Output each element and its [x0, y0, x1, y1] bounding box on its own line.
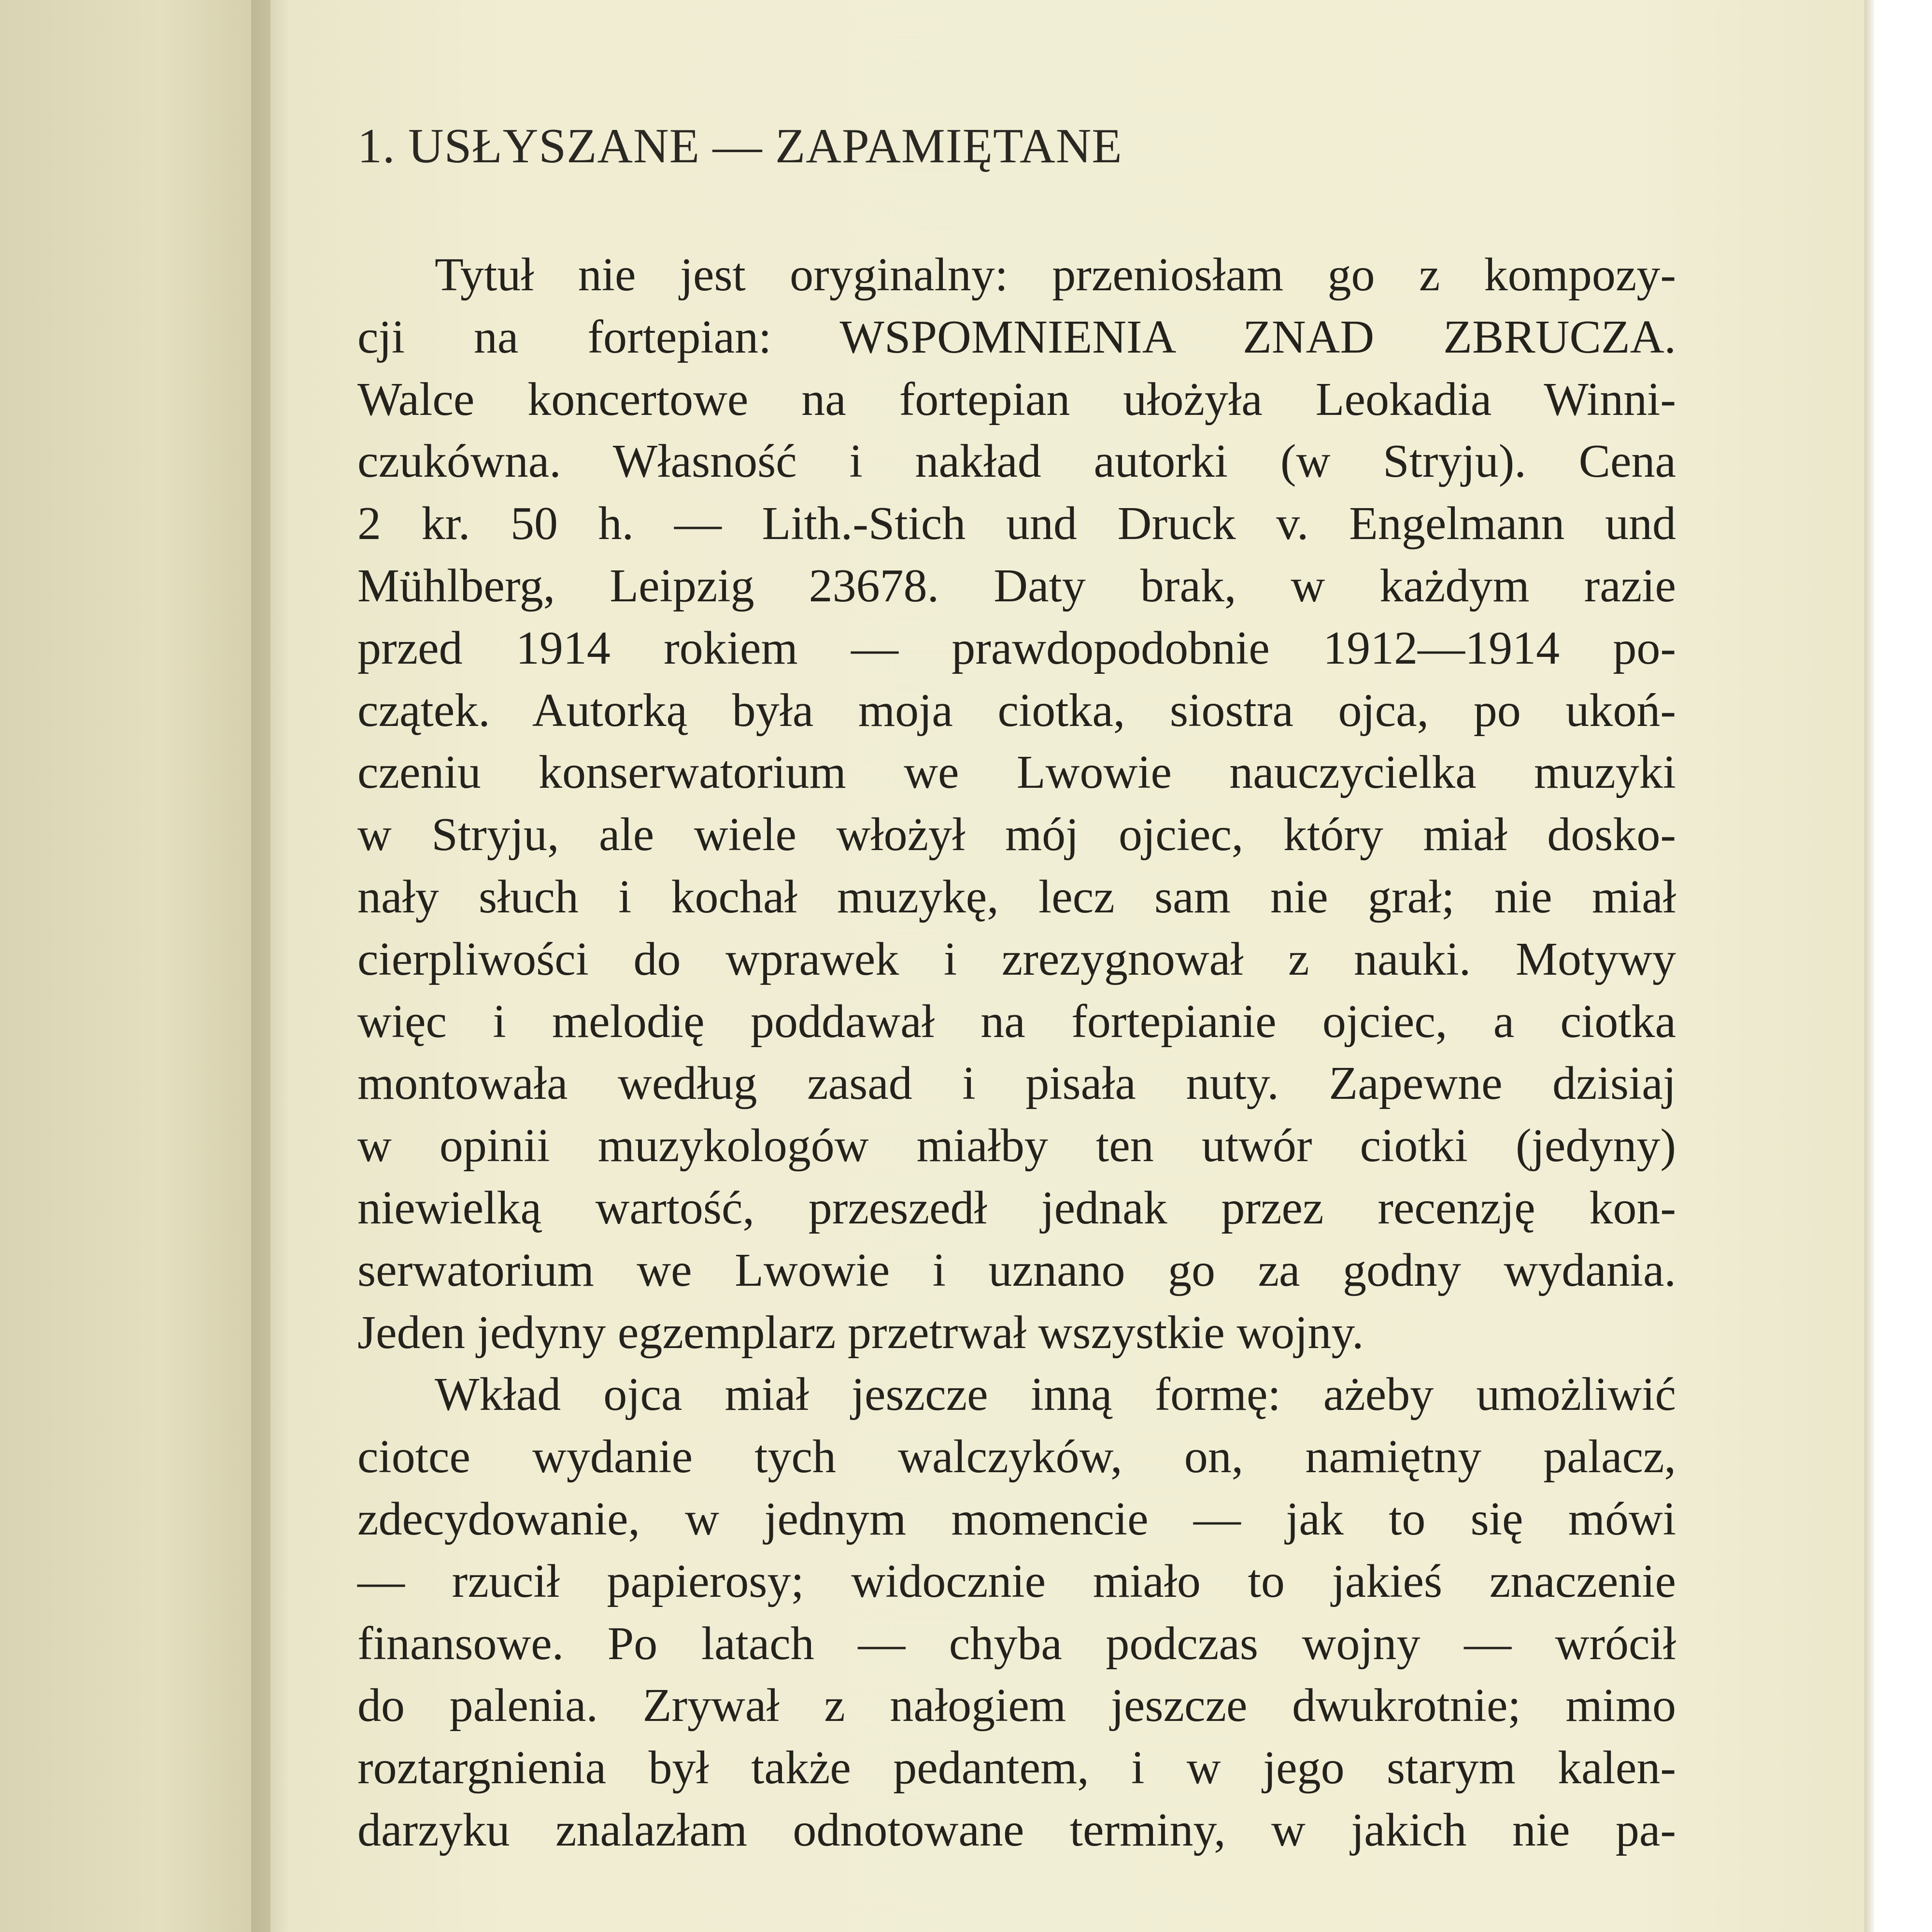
text-line: więc i melodię poddawał na fortepianie ojciec, a ciotka — [357, 995, 1676, 1048]
text-line: Mühlberg, Leipzig 23678. Daty brak, w każdym razie — [357, 559, 1676, 612]
text-line: przed 1914 rokiem — prawdopodobnie 1912—1914 po- — [357, 622, 1676, 674]
left-page — [0, 0, 270, 1932]
book-gutter-shadow — [251, 0, 290, 1932]
text-line: Wkład ojca miał jeszcze inną formę: ażeby umożliwić — [435, 1368, 1676, 1421]
body-text — [357, 244, 1676, 1861]
text-line: Walce koncertowe na fortepian ułożyła Leokadia Winni- — [357, 373, 1676, 426]
text-line: darzyku znalazłam odnotowane terminy, w jakich nie pa- — [357, 1804, 1676, 1856]
text-line: zdecydowanie, w jednym momencie — jak to się mówi — [357, 1492, 1676, 1545]
page-edge — [1864, 0, 1874, 1932]
text-line: do palenia. Zrywał z nałogiem jeszcze dwukrotnie; mimo — [357, 1679, 1676, 1732]
text-line: 2 kr. 50 h. — Lith.-Stich und Druck v. Engelmann und — [357, 497, 1676, 550]
text-line: cji na fortepian: WSPOMNIENIA ZNAD ZBRUCZA. — [357, 311, 1676, 363]
text-line: w Stryju, ale wiele włożył mój ojciec, który miał dosko- — [357, 809, 1676, 861]
text-line: montowała według zasad i pisała nuty. Zapewne dzisiaj — [357, 1057, 1676, 1110]
text-line: czeniu konserwatorium we Lwowie nauczycielka muzyki — [357, 746, 1676, 799]
text-line: finansowe. Po latach — chyba podczas wojny — wrócił — [357, 1617, 1676, 1670]
chapter-heading: 1. USŁYSZANE — ZAPAMIĘTANE — [357, 119, 1122, 173]
text-line: cierpliwości do wprawek i zrezygnował z nauki. Motywy — [357, 933, 1676, 985]
text-line: niewielką wartość, przeszedł jednak przez recenzję kon- — [357, 1181, 1676, 1234]
text-line: czątek. Autorką była moja ciotka, siostra ojca, po ukoń- — [357, 684, 1676, 737]
text-line: — rzucił papierosy; widocznie miało to jakieś znaczenie — [357, 1555, 1676, 1607]
text-line: Tytuł nie jest oryginalny: przeniosłam go z kompozy- — [435, 249, 1676, 301]
text-line: w opinii muzykologów miałby ten utwór ciotki (jedyny) — [357, 1120, 1676, 1172]
text-line: ciotce wydanie tych walczyków, on, namiętny palacz, — [357, 1431, 1676, 1483]
text-line: nały słuch i kochał muzykę, lecz sam nie grał; nie miał — [357, 870, 1676, 923]
text-line: czukówna. Własność i nakład autorki (w Stryju). Cena — [357, 435, 1676, 488]
text-line: roztargnienia był także pedantem, i w jego starym kalen- — [357, 1742, 1676, 1794]
text-line: Jeden jedyny egzemplarz przetrwał wszystkie wojny. — [357, 1306, 1364, 1359]
text-line: serwatorium we Lwowie i uznano go za godny wydania. — [357, 1244, 1676, 1296]
